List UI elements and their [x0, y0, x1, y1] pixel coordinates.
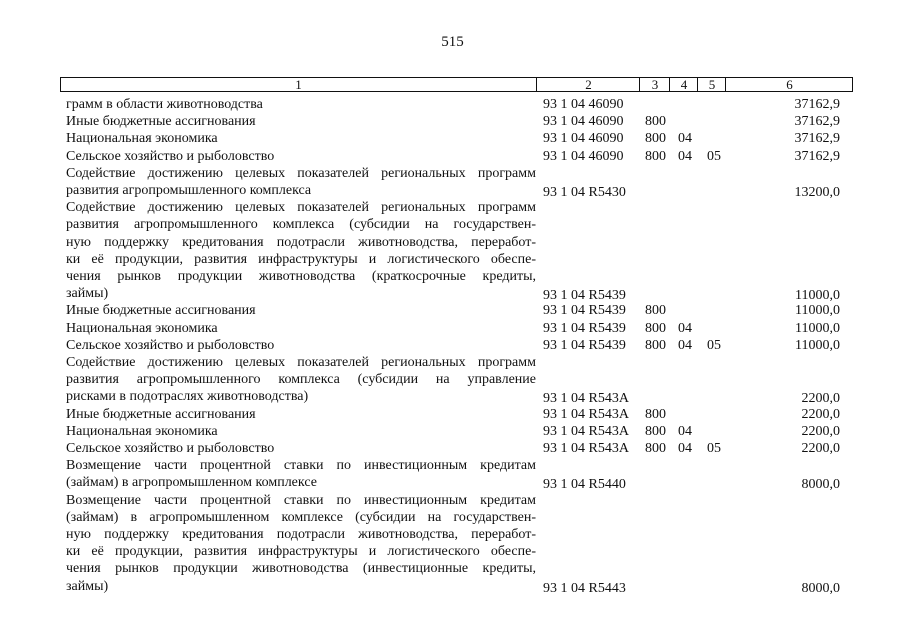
row-col3: 800: [645, 337, 666, 353]
row-code: 93 1 04 R5443: [543, 580, 626, 596]
row-description-line: рисками в подотраслях животноводства): [66, 389, 309, 405]
row-amount: 11000,0: [795, 303, 840, 319]
row-col5: 05: [707, 337, 721, 353]
page-number: 515: [441, 34, 464, 50]
row-col3: 800: [645, 406, 666, 422]
row-col3: 800: [645, 303, 666, 319]
row-amount: 37162,9: [794, 131, 840, 147]
row-description-line: займы): [66, 578, 109, 594]
row-col5: 05: [707, 441, 721, 456]
row-col3: 800: [645, 131, 666, 147]
row-description-line: чения рынков продукции животноводства (инвестиционные кредиты,: [66, 561, 536, 577]
row-description-line: Национальная экономика: [66, 423, 218, 439]
row-col3: 800: [645, 320, 666, 336]
row-description-line: ки её продукции, развития инфраструктуры и логистического обеспе-: [66, 544, 536, 560]
row-description-line: Возмещение части процентной ставки по инвестиционным кредитам: [66, 458, 536, 474]
header-col-1: 1: [295, 77, 302, 92]
row-code: 93 1 04 R543A: [543, 391, 629, 407]
row-description-line: Национальная экономика: [66, 131, 218, 147]
row-amount: 37162,9: [794, 97, 840, 112]
row-amount: 2200,0: [801, 391, 840, 407]
header-col-5: 5: [697, 78, 726, 91]
row-description-line: Содействие достижению целевых показателей региональных программ: [66, 355, 536, 370]
header-col-4: 4: [669, 78, 698, 91]
row-code: 93 1 04 R543A: [543, 406, 629, 422]
row-description-line: грамм в области животноводства: [66, 97, 263, 112]
row-description-line: Национальная экономика: [66, 320, 218, 336]
row-code: 93 1 04 R5439: [543, 303, 626, 319]
row-description-line: ную поддержку кредитования подотрасли животноводства, переработ-: [66, 527, 536, 542]
row-amount: 11000,0: [795, 288, 840, 304]
row-description-line: Возмещение части процентной ставки по инвестиционным кредитам: [66, 492, 536, 508]
row-code: 93 1 04 R5430: [543, 185, 626, 200]
row-col4: 04: [678, 337, 692, 353]
header-col-3: 3: [639, 78, 670, 91]
row-amount: 2200,0: [801, 406, 840, 422]
row-description-line: развития агропромышленного комплекса (субсидии на управление: [66, 372, 536, 388]
row-description-line: Сельское хозяйство и рыболовство: [66, 441, 275, 456]
row-col4: 04: [678, 441, 692, 456]
row-description-line: развития агропромышленного комплекса: [66, 183, 312, 198]
row-code: 93 1 04 R543A: [543, 441, 629, 456]
row-code: 93 1 04 46090: [543, 148, 624, 164]
row-description-line: чения рынков продукции животноводства (краткосрочные кредиты,: [66, 269, 536, 284]
row-amount: 8000,0: [801, 477, 840, 493]
row-amount: 2200,0: [801, 423, 840, 439]
row-description-line: займы): [66, 286, 109, 302]
row-amount: 8000,0: [801, 580, 840, 596]
row-col3: 800: [645, 114, 666, 130]
row-amount: 37162,9: [794, 148, 840, 164]
row-code: 93 1 04 R5439: [543, 337, 626, 353]
row-code: 93 1 04 46090: [543, 131, 624, 147]
row-code: 93 1 04 R5439: [543, 320, 626, 336]
row-description-line: Иные бюджетные ассигнования: [66, 114, 256, 130]
row-col4: 04: [678, 131, 692, 147]
row-col4: 04: [678, 320, 692, 336]
row-code: 93 1 04 46090: [543, 97, 624, 112]
row-code: 93 1 04 R5439: [543, 288, 626, 304]
row-description-line: ки её продукции, развития инфраструктуры и логистического обеспе-: [66, 251, 536, 267]
row-amount: 11000,0: [795, 337, 840, 353]
row-description-line: Сельское хозяйство и рыболовство: [66, 337, 275, 353]
row-description-line: Содействие достижению целевых показателей региональных программ: [66, 200, 536, 216]
row-description-line: ную поддержку кредитования подотрасли животноводства, переработ-: [66, 234, 536, 250]
row-amount: 37162,9: [794, 114, 840, 130]
row-description-line: Иные бюджетные ассигнования: [66, 406, 256, 422]
header-col-2: 2: [536, 78, 640, 91]
row-col3: 800: [645, 441, 666, 456]
row-description-line: (займам) в агропромышленном комплексе: [66, 475, 317, 491]
row-description-line: (займам) в агропромышленном комплексе (субсидии на государствен-: [66, 509, 536, 525]
row-description-line: развития агропромышленного комплекса (субсидии на государствен-: [66, 217, 536, 233]
row-description-line: Сельское хозяйство и рыболовство: [66, 148, 275, 164]
row-amount: 2200,0: [801, 441, 840, 456]
row-description-line: Содействие достижению целевых показателей региональных программ: [66, 165, 536, 181]
row-amount: 13200,0: [794, 185, 840, 200]
row-col3: 800: [645, 148, 666, 164]
row-description-line: Иные бюджетные ассигнования: [66, 303, 256, 319]
row-amount: 11000,0: [795, 320, 840, 336]
header-col-6: 6: [725, 78, 853, 91]
row-code: 93 1 04 R5440: [543, 477, 626, 493]
row-col4: 04: [678, 423, 692, 439]
row-col4: 04: [678, 148, 692, 164]
row-col3: 800: [645, 423, 666, 439]
row-col5: 05: [707, 148, 721, 164]
row-code: 93 1 04 46090: [543, 114, 624, 130]
row-code: 93 1 04 R543A: [543, 423, 629, 439]
